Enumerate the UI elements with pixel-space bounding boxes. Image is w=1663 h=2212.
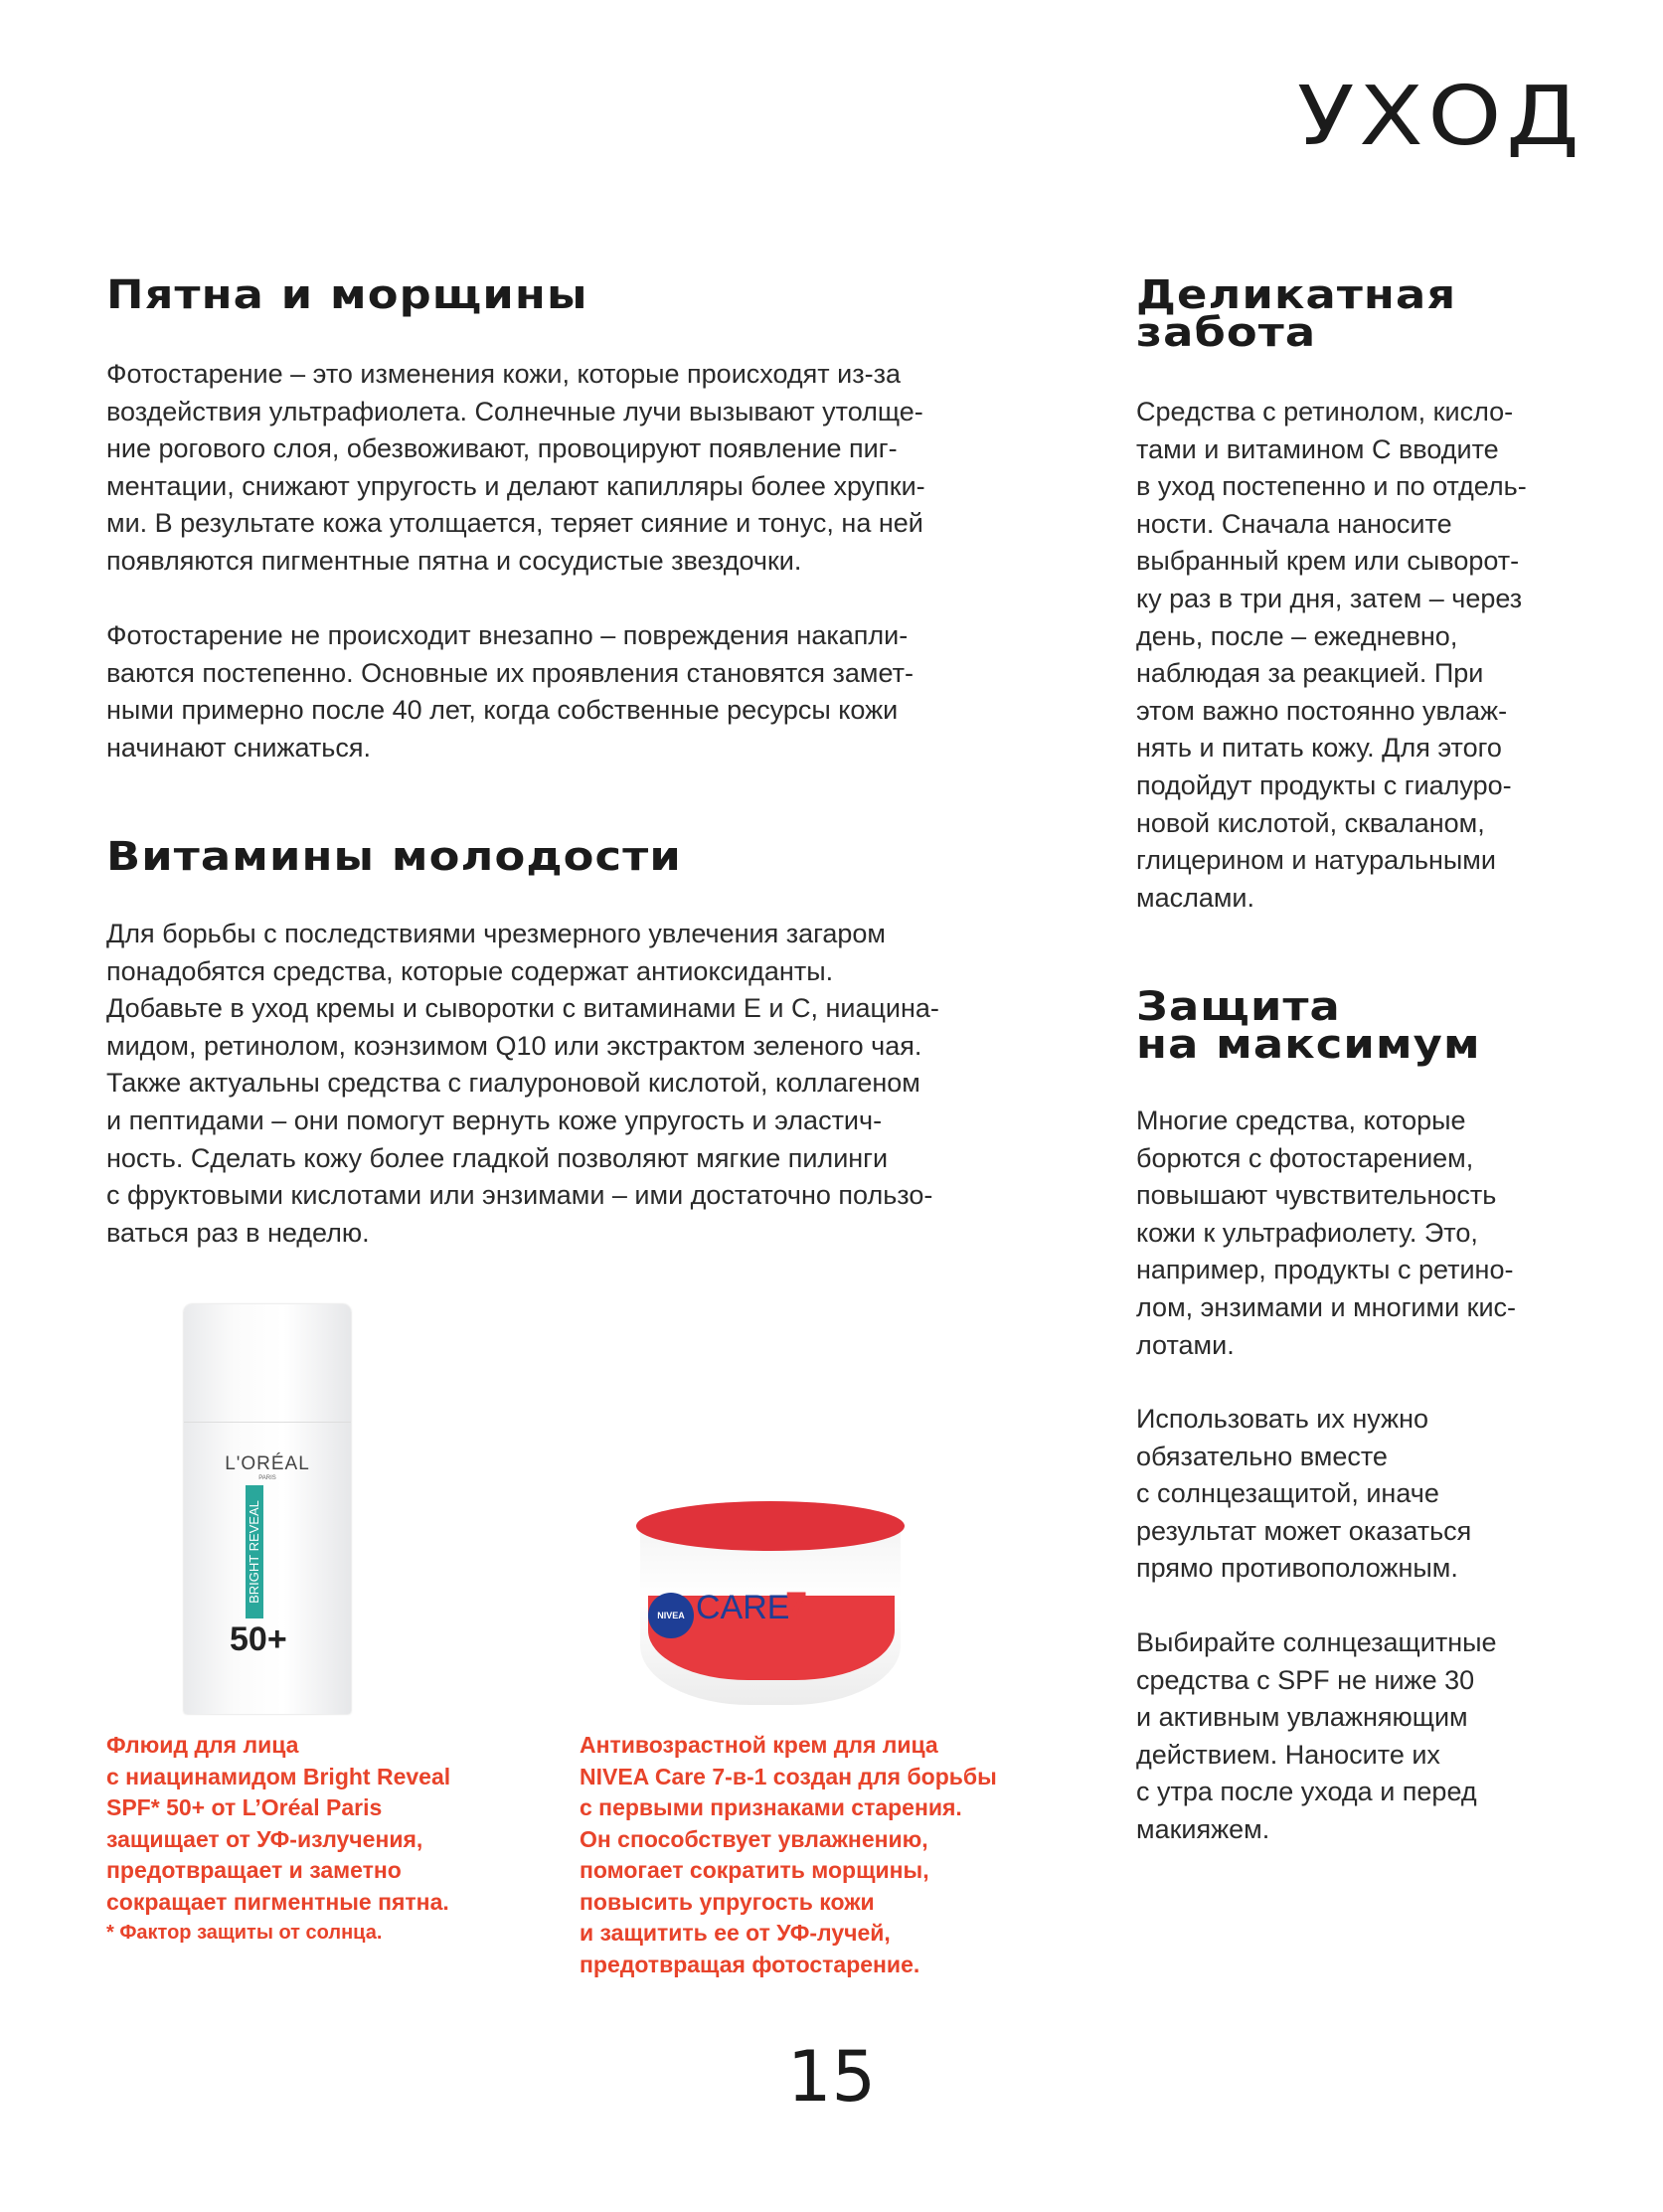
text-line: новой кислотой, скваланом, xyxy=(1136,807,1485,838)
text-line: сокращает пигментные пятна. xyxy=(106,1888,449,1915)
text-line: SPF* 50+ от L’Oréal Paris xyxy=(106,1794,383,1820)
section-title-spots: Пятна и морщины xyxy=(106,272,588,318)
text-line: мидом, ретинолом, коэнзимом Q10 или экстрактом зеленого чая. xyxy=(106,1030,922,1061)
text-line: ваться раз в неделю. xyxy=(106,1217,370,1248)
text-line: день, после – ежедневно, xyxy=(1136,620,1458,651)
text-line: в уход постепенно и по отдель- xyxy=(1136,471,1527,502)
text-line: Флюид для лица xyxy=(106,1732,299,1758)
text-line: результат может оказаться xyxy=(1136,1515,1472,1546)
text-line: ными примерно после 40 лет, когда собственные ресурсы кожи xyxy=(106,695,899,726)
text-line: ментации, снижают упругость и делают капилляры более хрупки- xyxy=(106,470,925,501)
text-line: действием. Наносите их xyxy=(1136,1739,1440,1770)
text-line: ности. Сначала наносите xyxy=(1136,508,1452,539)
text-line: наблюдая за реакцией. При xyxy=(1136,658,1484,689)
text-line: Для борьбы с последствиями чрезмерного увлечения загаром xyxy=(106,919,886,948)
text-line: предотвращает и заметно xyxy=(106,1857,402,1883)
jar-lid xyxy=(636,1501,905,1551)
text-line: например, продукты с ретино- xyxy=(1136,1255,1514,1285)
text-line: с ниацинамидом Bright Reveal xyxy=(106,1763,451,1789)
care-label: CARE xyxy=(696,1589,790,1626)
seven-label: 7 xyxy=(785,1585,808,1628)
text-line: лом, энзимами и многими кис- xyxy=(1136,1291,1517,1322)
product-caption-nivea xyxy=(580,1730,997,1980)
text-line: Он способствует увлажнению, xyxy=(580,1825,928,1852)
text-line: тами и витамином С вводите xyxy=(1136,433,1499,464)
text-line: глицерином и натуральными xyxy=(1136,845,1496,876)
text-line: ние рогового слоя, обезвоживают, провоцируют появление пиг- xyxy=(106,433,898,464)
text-line: выбранный крем или сыворот- xyxy=(1136,546,1520,577)
nivea-logo: NIVEA xyxy=(648,1593,694,1638)
text-line: повышают чувствительность xyxy=(1136,1180,1497,1211)
text-line: помогает сократить морщины, xyxy=(580,1857,929,1883)
text-line: ку раз в три дня, затем – через xyxy=(1136,583,1523,613)
paragraph xyxy=(1136,1624,1497,1849)
title-line: забота xyxy=(1136,310,1317,356)
text-line: появляются пигментные пятна и сосудистые звездочки. xyxy=(106,545,802,576)
text-line: обязательно вместе xyxy=(1136,1441,1388,1471)
text-line: прямо противоположным. xyxy=(1136,1553,1458,1584)
title-line: Деликатная xyxy=(1136,272,1457,318)
page-number: 15 xyxy=(786,2036,877,2118)
text-line: с утра после ухода и перед xyxy=(1136,1777,1477,1807)
paragraph xyxy=(106,617,914,766)
text-line: средства с SPF не ниже 30 xyxy=(1136,1664,1475,1695)
nivea-cream-product-image xyxy=(636,1501,905,1710)
text-line: с фруктовыми кислотами или энзимами – ими достаточно пользо- xyxy=(106,1180,933,1211)
text-line: борются с фотостарением, xyxy=(1136,1142,1474,1173)
text-line: лотами. xyxy=(1136,1329,1235,1360)
spf-label: 50+ xyxy=(230,1620,287,1658)
page-title: УХОД xyxy=(1297,70,1584,164)
text-line: нять и питать кожу. Для этого xyxy=(1136,733,1502,764)
text-line: ваются постепенно. Основные их проявления становятся замет- xyxy=(106,657,914,688)
text-line: воздействия ультрафиолета. Солнечные лучи вызывают утолще- xyxy=(106,396,923,426)
section-title-max-protection xyxy=(1136,984,1481,1068)
text-line: предотвращая фотостарение. xyxy=(580,1951,920,1977)
caption-lines xyxy=(106,1730,450,1918)
text-line: с первыми признаками старения. xyxy=(580,1794,962,1820)
bottle-cap-line xyxy=(184,1422,351,1423)
title-line: на максимум xyxy=(1136,1022,1481,1068)
text-line: этом важно постоянно увлаж- xyxy=(1136,695,1508,726)
text-line: Выбирайте солнцезащитные xyxy=(1136,1627,1497,1657)
paragraph xyxy=(1136,1401,1471,1588)
brand-sub: PARIS xyxy=(258,1475,276,1481)
text-line: подойдут продукты с гиалуро- xyxy=(1136,769,1512,800)
section-title-vitamins: Витамины молодости xyxy=(106,834,682,880)
paragraph xyxy=(106,916,939,1252)
text-line: макияжем. xyxy=(1136,1813,1270,1844)
text-line: Фотостарение не происходит внезапно – повреждения накапли- xyxy=(106,620,909,650)
text-line: NIVEA Care 7-в-1 создан для борьбы xyxy=(580,1763,997,1789)
text-line: защищает от УФ-излучения, xyxy=(106,1825,423,1852)
paragraph xyxy=(1136,394,1527,917)
paragraph xyxy=(1136,1103,1516,1364)
text-line: с солнцезащитой, иначе xyxy=(1136,1478,1439,1509)
text-line: понадобятся средства, которые содержат антиоксиданты. xyxy=(106,955,834,986)
text-line: и защитить ее от УФ-лучей, xyxy=(580,1920,891,1946)
text-line: повысить упругость кожи xyxy=(580,1888,875,1915)
text-line: Антивозрастной крем для лица xyxy=(580,1732,938,1758)
loreal-fluid-product-image xyxy=(184,1304,351,1714)
section-title-delicate-care xyxy=(1136,272,1457,356)
brand-logo: L'ORÉAL xyxy=(225,1453,310,1474)
text-line: Также актуальны средства с гиалуроновой кислотой, коллагеном xyxy=(106,1068,920,1099)
text-line: Использовать их нужно xyxy=(1136,1404,1429,1434)
text-line: кожи к ультрафиолету. Это, xyxy=(1136,1217,1478,1248)
text-line: ми. В результате кожа утолщается, теряет сияние и тонус, на ней xyxy=(106,508,923,539)
text-line: Добавьте в уход кремы и сыворотки с витаминами Е и С, ниацина- xyxy=(106,993,939,1024)
product-line-label: BRIGHT REVEAL xyxy=(247,1500,261,1604)
text-line: начинают снижаться. xyxy=(106,732,371,763)
footnote: * Фактор защиты от солнца. xyxy=(106,1922,383,1944)
text-line: Средства с ретинолом, кисло- xyxy=(1136,397,1514,426)
text-line: Многие средства, которые xyxy=(1136,1106,1466,1135)
text-line: маслами. xyxy=(1136,882,1254,913)
product-caption-loreal xyxy=(106,1730,450,1950)
paragraph xyxy=(106,356,925,581)
text-line: и активным увлажняющим xyxy=(1136,1702,1468,1733)
text-line: и пептидами – они помогут вернуть коже упругость и эластич- xyxy=(106,1105,883,1135)
text-line: Фотостарение – это изменения кожи, которые происходят из-за xyxy=(106,359,901,389)
text-line: ность. Сделать кожу более гладкой позволяют мягкие пилинги xyxy=(106,1142,889,1173)
title-line: Защита xyxy=(1136,984,1341,1030)
